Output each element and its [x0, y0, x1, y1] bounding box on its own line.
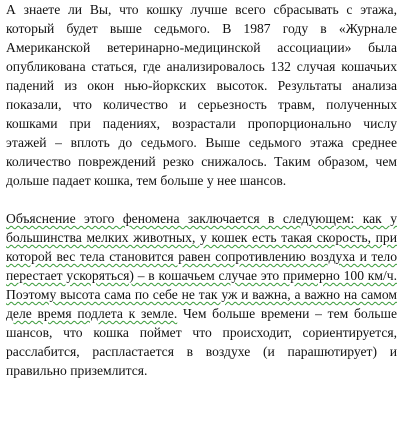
document-body — [6, 0, 397, 380]
paragraph-explanation-rest: Чем больше времени – тем больше шансов, что кошка поймет что происходит, сориентируется, расслабится, распластается в воздухе (и парашютирует) и правильно приземлится. — [6, 306, 397, 378]
paragraph-explanation — [6, 209, 397, 380]
grammar-marked-text[interactable]: Объяснение этого феномена заключается в следующем: как у большинства мелких животных, у кошек есть такая скорость, при которой вес тела становится равен сопротивлению воздуха и тело перестает ускоряться) – в кошачьем случае это примерно 100 км/ч. Поэтому высота сама по себе не так уж и важна, а важно на самом деле время подлета к земле. — [6, 211, 397, 321]
paragraph-falling-cats-study: А знаете ли Вы, что кошку лучше всего сбрасывать с этажа, который будет выше седьмого. В 1987 году в «Журнале Американской ветеринарно-медицинской ассоциации» была опубликована статься, где анализировалось 132 случая кошачьих падений из окон нью-йоркских высоток. Результаты анализа показали, что количество и серьезность травм, полученных кошками при падениях, возрастали пропорционально числу этажей – вплоть до седьмого. Выше седьмого этажа среднее количество повреждений резко снижалось. Таким образом, чем дольше падает кошка, тем больше у нее шансов. — [6, 2, 397, 188]
